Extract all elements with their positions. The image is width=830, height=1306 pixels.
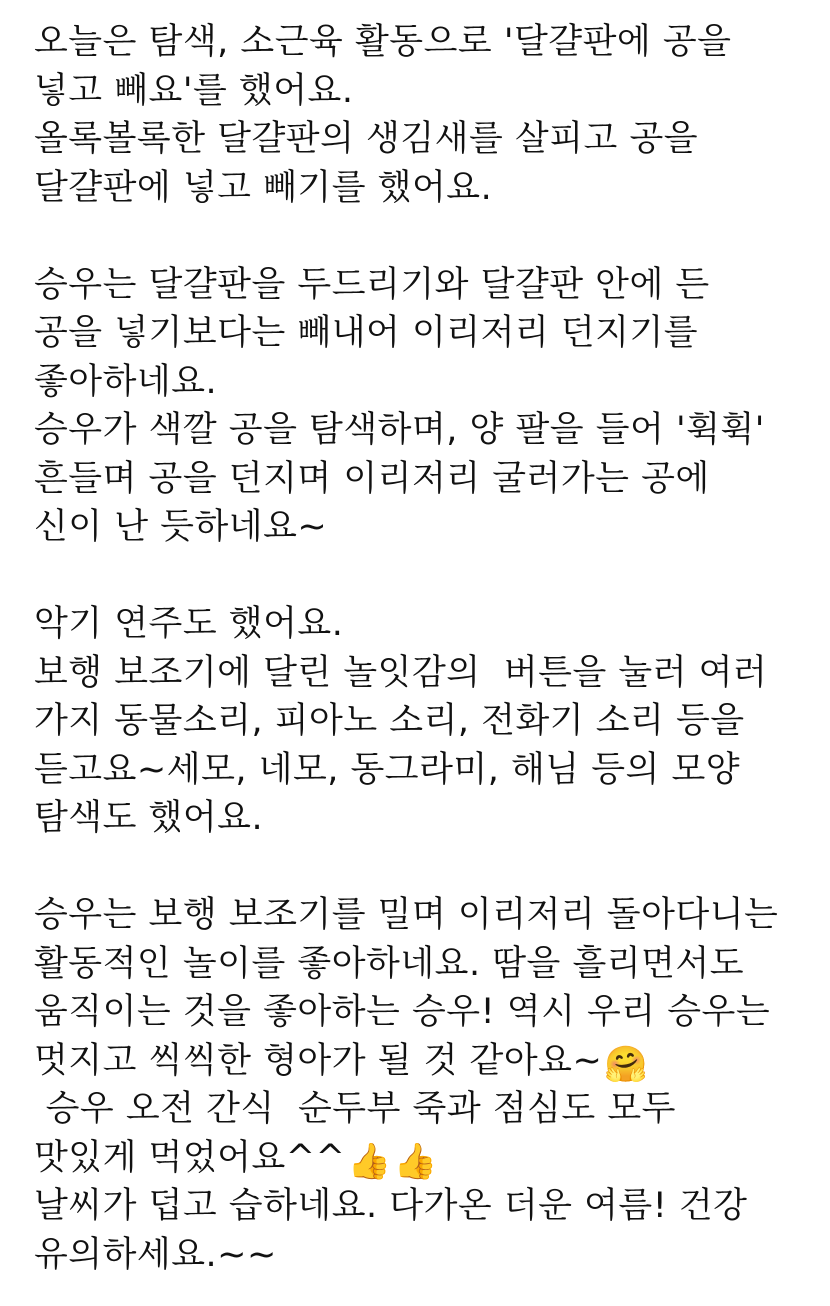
paragraph-gap [34, 212, 824, 261]
text-line: 넣고 빼요'를 했어요. [34, 70, 354, 111]
hugging-face-emoji-icon: 🤗 [604, 1044, 649, 1085]
text-line: 가지 동물소리, 피아노 소리, 전화기 소리 등을 [34, 701, 745, 741]
text-line: 멋지고 씩씩한 형아가 될 것 같아요~ [34, 1040, 603, 1081]
thumbs-up-emoji-icon: 👍 [347, 1141, 392, 1182]
text-line: 활동적인 놀이를 좋아하네요. 땀을 흘리면서도 [34, 943, 745, 984]
text-line: 승우가 색깔 공을 탐색하며, 양 팔을 들어 '휙휙' [34, 410, 765, 450]
text-line: 공을 넣기보다는 빼내어 이리저리 던지기를 [34, 313, 699, 353]
text-line-with-emoji [34, 1134, 824, 1183]
text-line: 맛있게 먹었어요^^ [34, 1137, 346, 1178]
text-line: 좋아하네요. [34, 361, 218, 402]
text-line: 흔들며 공을 던지며 이리저리 굴러가는 공에 [34, 458, 710, 499]
text-line: 날씨가 덥고 습하네요. 다가온 더운 여름! 건강 [34, 1186, 748, 1226]
paragraph-gap [34, 843, 824, 892]
text-line: 올록볼록한 달걀판의 생김새를 살피고 공을 [34, 119, 699, 159]
text-line: 승우 오전 간식 순두부 죽과 점심도 모두 [34, 1089, 676, 1129]
text-line-with-emoji [34, 1037, 824, 1086]
thumbs-up-emoji-icon: 👍 [393, 1141, 438, 1182]
text-line: 탐색도 했어요. [34, 798, 264, 838]
text-line: 악기 연주도 했어요. [34, 604, 344, 644]
text-line: 유의하세요.~~ [34, 1234, 277, 1275]
text-line: 보행 보조기에 달린 놀잇감의 버튼을 눌러 여러 [34, 652, 768, 693]
text-line: 움직이는 것을 좋아하는 승우! 역시 우리 승우는 [34, 992, 771, 1032]
text-line: 듣고요~세모, 네모, 동그라미, 해님 등의 모양 [34, 749, 741, 790]
text-line: 승우는 보행 보조기를 밀며 이리저리 돌아다니는 [34, 895, 779, 935]
text-line: 오늘은 탐색, 소근육 활동으로 '달걀판에 공을 [34, 22, 732, 62]
text-line: 신이 난 듯하네요~ [34, 507, 328, 547]
paragraph-gap [34, 552, 824, 601]
text-line: 달걀판에 넣고 빼기를 했어요. [34, 167, 493, 208]
text-line: 승우는 달걀판을 두드리기와 달걀판 안에 든 [34, 264, 710, 305]
message-text [34, 18, 824, 1279]
